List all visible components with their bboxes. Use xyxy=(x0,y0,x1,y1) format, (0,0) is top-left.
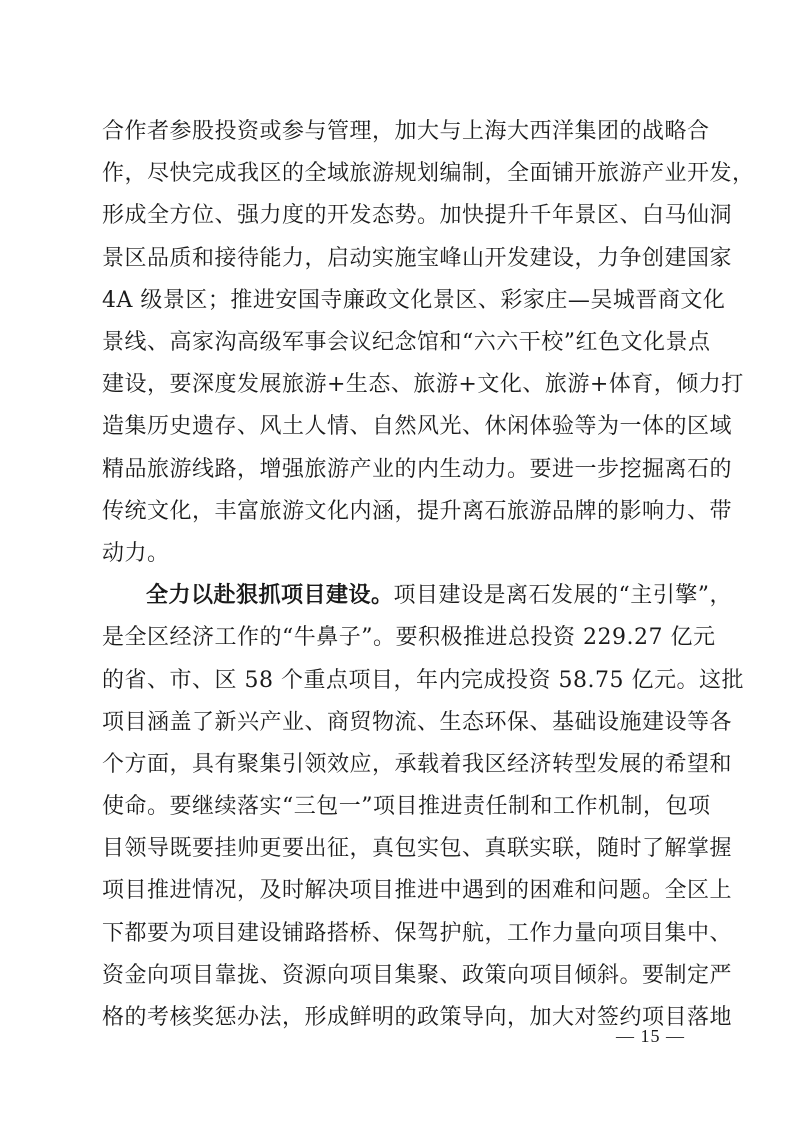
paragraph-2-first-line xyxy=(146,581,733,611)
paragraph-1-line-4: 景区品质和接待能力，启动实施宝峰山开发建设，力争创建国家 xyxy=(102,245,733,271)
paragraph-2-first-line-text: 项目建设是离石发展的“主引擎”， xyxy=(393,583,733,609)
paragraph-1-line-8: 造集历史遗存、风土人情、自然风光、休闲体验等为一体的区域 xyxy=(102,414,733,440)
paragraph-1-line-3: 形成全方位、强力度的开发态势。加快提升千年景区、白马仙洞 xyxy=(102,203,733,229)
paragraph-1-line-1: 合作者参股投资或参与管理，加大与上海大西洋集团的战略合 xyxy=(102,119,710,144)
paragraph-2-line-5: 个方面，具有聚集引领效应，承载着我区经济转型发展的希望和 xyxy=(102,751,733,777)
paragraph-2-line-9: 下都要为项目建设铺路搭桥、保驾护航，工作力量向项目集中、 xyxy=(102,920,733,946)
paragraph-2-line-4: 项目涵盖了新兴产业、商贸物流、生态环保、基础设施建设等各 xyxy=(102,709,733,735)
paragraph-2-line-7: 目领导既要挂帅更要出征，真包实包、真联实联，随时了解掌握 xyxy=(102,836,733,862)
paragraph-1-line-6: 景线、高家沟高级军事会议纪念馆和“六六干校”红色文化景点 xyxy=(102,330,711,355)
paragraph-1-line-11: 动力。 xyxy=(102,540,170,566)
paragraph-2-line-8: 项目推进情况，及时解决项目推进中遇到的困难和问题。全区上 xyxy=(102,878,733,904)
paragraph-1-line-2: 作，尽快完成我区的全域旅游规划编制，全面铺开旅游产业开发， xyxy=(102,161,755,187)
paragraph-2-line-11: 格的考核奖惩办法，形成鲜明的政策导向，加大对签约项目落地 xyxy=(102,1005,733,1030)
paragraph-2-line-6: 使命。要继续落实“三包一”项目推进责任制和工作机制，包项 xyxy=(102,794,711,819)
paragraph-2-line-3: 的省、市、区 58 个重点项目，年内完成投资 58.75 亿元。这批 xyxy=(102,667,744,693)
page-number: — 15 — xyxy=(616,1026,685,1046)
paragraph-1-line-9: 精品旅游线路，增强旅游产业的内生动力。要进一步挖掘离石的 xyxy=(102,456,733,482)
paragraph-2-line-10: 资金向项目靠拢、资源向项目集聚、政策向项目倾斜。要制定严 xyxy=(102,962,733,988)
paragraph-2-heading: 全力以赴狠抓项目建设。 xyxy=(146,583,394,609)
paragraph-1-line-5: 4A 级景区；推进安国寺廉政文化景区、彩家庄—吴城晋商文化 xyxy=(102,287,726,313)
paragraph-2-line-2: 是全区经济工作的“牛鼻子”。要积极推进总投资 229.27 亿元 xyxy=(102,625,716,651)
paragraph-1-line-7: 建设，要深度发展旅游+生态、旅游+文化、旅游+体育，倾力打 xyxy=(102,372,744,398)
paragraph-1-line-10: 传统文化，丰富旅游文化内涵，提升离石旅游品牌的影响力、带 xyxy=(102,498,733,524)
